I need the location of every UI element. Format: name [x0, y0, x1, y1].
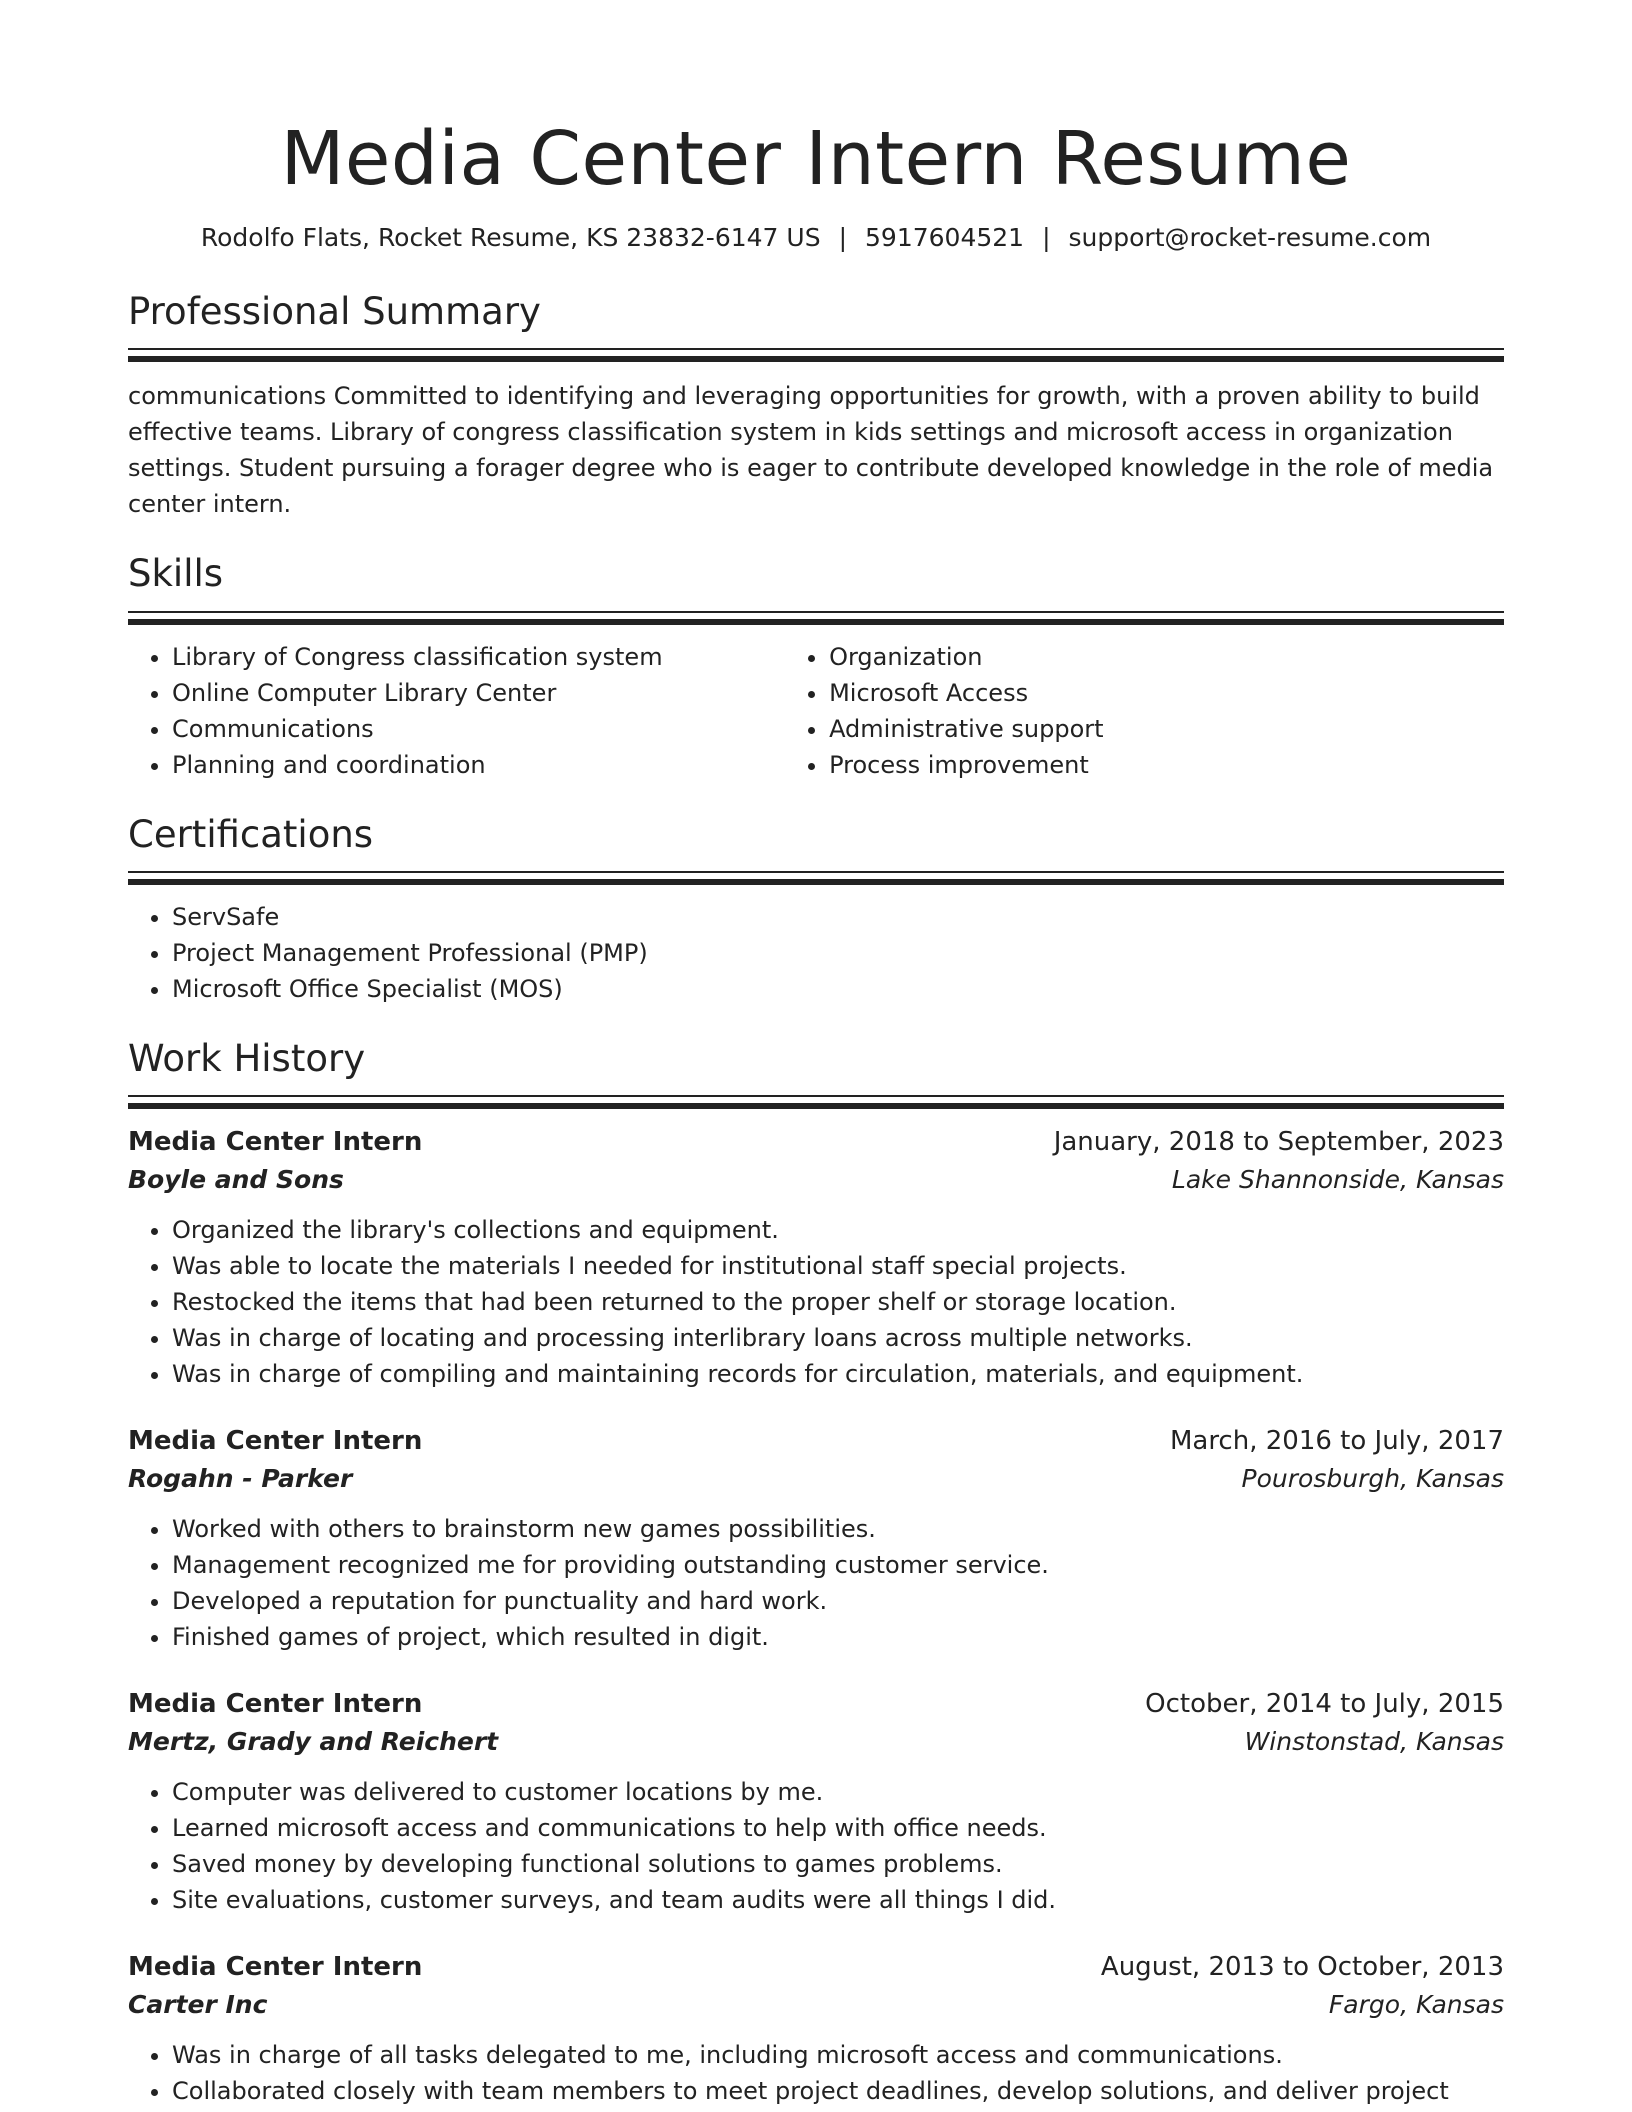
section-divider — [128, 348, 1504, 362]
contact-address: Rodolfo Flats, Rocket Resume, KS 23832-6147 US — [200, 222, 821, 252]
work-history-header — [128, 1037, 1504, 1109]
skills-header — [128, 552, 1504, 624]
certification-item: • Microsoft Office Specialist (MOS) — [172, 971, 1504, 1007]
job-location: Winstonstad, Kansas — [1244, 1727, 1504, 1757]
job-duty: • Worked with others to brainstorm new games possibilities. — [172, 1511, 1504, 1547]
job-company-row — [128, 1165, 1504, 1194]
certifications-header — [128, 813, 1504, 885]
job-duty: • Developed a reputation for punctuality and hard work. — [172, 1583, 1504, 1619]
skill-item: • Administrative support — [829, 711, 1504, 747]
job-duties-list — [128, 1774, 1504, 1918]
job-duties-list — [128, 1212, 1504, 1392]
contact-separator: | — [838, 222, 848, 252]
contact-separator: | — [1042, 222, 1051, 252]
job-title: Media Center Intern — [128, 1127, 423, 1158]
job-duty: • Was in charge of all tasks delegated to me, including microsoft access and communications. — [172, 2037, 1504, 2073]
job-location: Pourosburgh, Kansas — [1241, 1464, 1504, 1494]
job-location: Fargo, Kansas — [1328, 1990, 1504, 2020]
job-company: Rogahn - Parker — [128, 1464, 353, 1494]
summary-heading: Professional Summary — [128, 289, 541, 333]
section-divider — [128, 611, 1504, 625]
job-duty: • Was in charge of compiling and maintaining records for circulation, materials, and equipment. — [172, 1356, 1504, 1392]
certification-item: • ServSafe — [172, 899, 1504, 935]
contact-email: support@rocket-resume.com — [1068, 222, 1432, 252]
job-entry — [128, 1127, 1504, 1392]
job-company-row — [128, 1990, 1504, 2019]
job-duty: • Computer was delivered to customer locations by me. — [172, 1774, 1504, 1810]
job-location: Lake Shannonside, Kansas — [1171, 1165, 1504, 1195]
job-duties-list — [128, 2037, 1504, 2109]
skill-item: • Microsoft Access — [829, 675, 1504, 711]
resume-page — [128, 118, 1504, 2109]
job-dates: March, 2016 to July, 2017 — [1169, 1426, 1504, 1457]
skill-item: • Planning and coordination — [172, 747, 785, 783]
skill-item: • Online Computer Library Center — [172, 675, 785, 711]
summary-text: communications Committed to identifying and leveraging opportunities for growth, with a proven ability to build effective teams. Library of congress classification system in kids settings and microsoft access in organization settings. Student pursuing a forager degree who is eager to contribute developed knowledge in the role of media center intern. — [128, 382, 1494, 519]
contact-phone: 5917604521 — [865, 222, 1025, 252]
job-duty: • Management recognized me for providing outstanding customer service. — [172, 1547, 1504, 1583]
skill-item: • Library of Congress classification system — [172, 639, 785, 675]
skill-item: • Process improvement — [829, 747, 1504, 783]
job-company: Mertz, Grady and Reichert — [128, 1727, 499, 1757]
job-duty: • Finished games of project, which resulted in digit. — [172, 1619, 1504, 1655]
job-duty: • Site evaluations, customer surveys, and team audits were all things I did. — [172, 1882, 1504, 1918]
skills-list-left — [128, 639, 785, 783]
document-title: Media Center Intern Resume — [280, 116, 1352, 202]
job-entry — [128, 1952, 1504, 2109]
job-title: Media Center Intern — [128, 1952, 423, 1983]
job-title-row — [128, 1952, 1504, 1982]
job-duty: • Was able to locate the materials I needed for institutional staff special projects. — [172, 1248, 1504, 1284]
skills-list-right — [785, 639, 1504, 783]
certifications-heading: Certifications — [128, 812, 374, 856]
job-title-row — [128, 1127, 1504, 1157]
job-title-row — [128, 1689, 1504, 1719]
job-entry — [128, 1426, 1504, 1655]
job-duty: • Organized the library's collections and equipment. — [172, 1212, 1504, 1248]
job-duties-list — [128, 1511, 1504, 1655]
section-divider — [128, 1095, 1504, 1109]
job-title: Media Center Intern — [128, 1426, 423, 1457]
job-dates: August, 2013 to October, 2013 — [1100, 1952, 1504, 1983]
work-history-heading: Work History — [128, 1037, 366, 1081]
skill-item: • Communications — [172, 711, 785, 747]
skill-item: • Organization — [829, 639, 1504, 675]
job-company: Carter Inc — [128, 1990, 268, 2020]
job-title-row — [128, 1426, 1504, 1456]
skills-heading: Skills — [128, 552, 224, 596]
job-company: Boyle and Sons — [128, 1165, 344, 1195]
skills-section — [128, 552, 1504, 782]
job-duty: • Learned microsoft access and communications to help with office needs. — [172, 1810, 1504, 1846]
skills-grid — [128, 639, 1504, 783]
contact-line — [128, 223, 1504, 252]
job-dates: October, 2014 to July, 2015 — [1145, 1689, 1504, 1720]
job-company-row — [128, 1727, 1504, 1756]
job-entry — [128, 1689, 1504, 1918]
work-history-section — [128, 1037, 1504, 2109]
job-title: Media Center Intern — [128, 1689, 423, 1720]
job-duty: • Collaborated closely with team members to meet project deadlines, develop solutions, and deliver project — [172, 2073, 1504, 2109]
summary-section — [128, 290, 1504, 522]
job-company-row — [128, 1464, 1504, 1493]
certifications-section — [128, 813, 1504, 1007]
job-duty: • Saved money by developing functional solutions to games problems. — [172, 1846, 1504, 1882]
job-duty: • Restocked the items that had been returned to the proper shelf or storage location. — [172, 1284, 1504, 1320]
summary-header — [128, 290, 1504, 362]
section-divider — [128, 871, 1504, 885]
certifications-list — [128, 899, 1504, 1007]
job-duty: • Was in charge of locating and processing interlibrary loans across multiple networks. — [172, 1320, 1504, 1356]
job-dates: January, 2018 to September, 2023 — [1053, 1127, 1504, 1158]
certification-item: • Project Management Professional (PMP) — [172, 935, 1504, 971]
